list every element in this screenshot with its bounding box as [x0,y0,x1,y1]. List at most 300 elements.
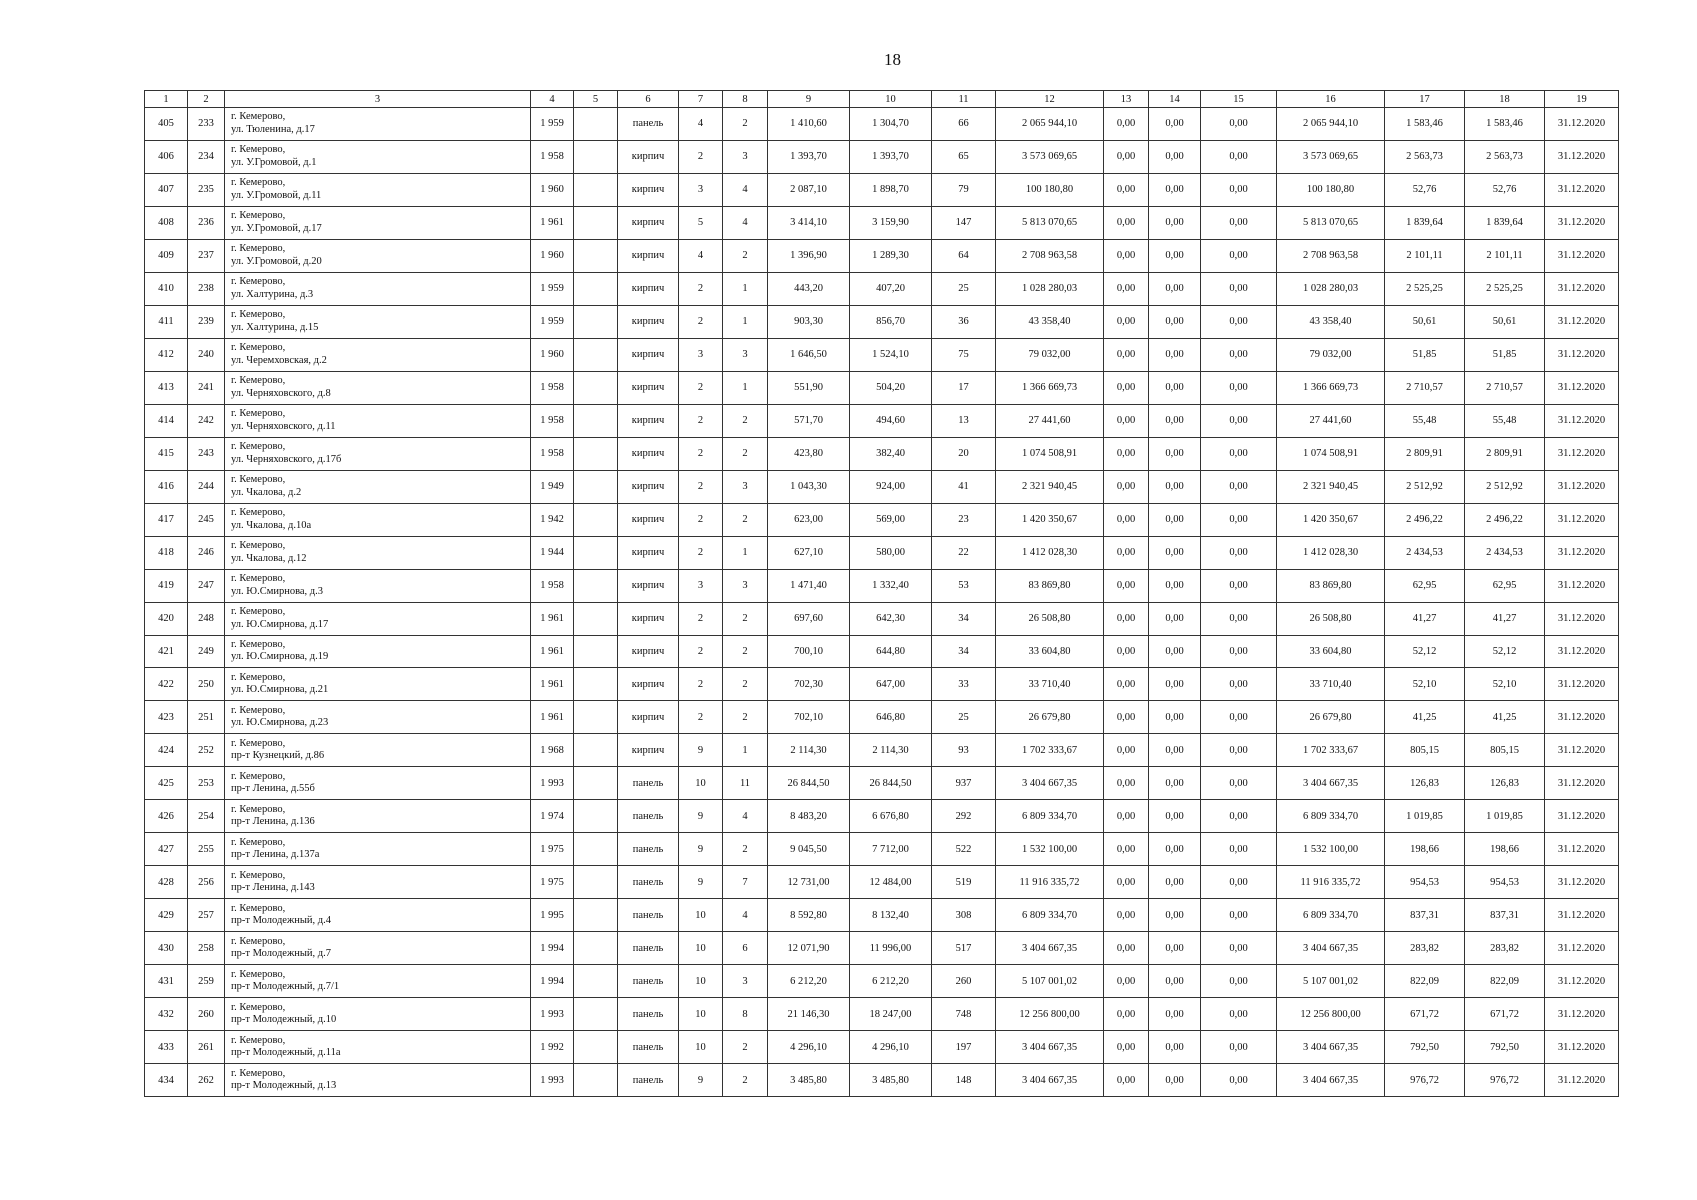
row-number-cell: 433 [145,1031,188,1064]
table-cell: 0,00 [1149,767,1201,800]
table-cell: 34 [932,635,996,668]
table-cell: 954,53 [1385,866,1465,899]
object-number-cell: 242 [188,404,225,437]
table-cell: 0,00 [1201,767,1277,800]
table-cell: 0,00 [1201,701,1277,734]
address-street: пр-т Ленина, д.137а [231,849,320,861]
table-cell: 31.12.2020 [1545,437,1619,470]
table-cell: 51,85 [1465,338,1545,371]
address-street: ул. Черняховского, д.17б [231,453,342,465]
table-cell: кирпич [618,206,679,239]
table-cell: панель [618,767,679,800]
table-cell: 12 256 800,00 [1277,998,1385,1031]
table-cell: 0,00 [1104,140,1149,173]
table-cell: кирпич [618,239,679,272]
table-row [145,800,1619,833]
table-cell: 423,80 [768,437,850,470]
table-row [145,1064,1619,1097]
table-cell: 700,10 [768,635,850,668]
table-cell: 6 212,20 [850,965,932,998]
table-cell: 0,00 [1149,272,1201,305]
table-cell: 1 393,70 [768,140,850,173]
table-cell: 0,00 [1104,866,1149,899]
table-cell: 100 180,80 [996,173,1104,206]
table-cell: 1 702 333,67 [996,734,1104,767]
table-cell: 198,66 [1465,833,1545,866]
table-cell [574,404,618,437]
table-cell: 3 485,80 [768,1064,850,1097]
table-cell: 0,00 [1104,1064,1149,1097]
table-cell [574,108,618,141]
table-cell: 79 [932,173,996,206]
table-cell: 1 702 333,67 [1277,734,1385,767]
table-cell: 23 [932,503,996,536]
object-number-cell: 243 [188,437,225,470]
row-number-cell: 406 [145,140,188,173]
table-cell [574,602,618,635]
table-cell: 2 [723,1064,768,1097]
table-cell: 0,00 [1104,437,1149,470]
object-number-cell: 245 [188,503,225,536]
table-cell: 2 525,25 [1465,272,1545,305]
table-cell: 9 [679,833,723,866]
table-cell: 2 065 944,10 [996,108,1104,141]
table-cell: 31.12.2020 [1545,668,1619,701]
table-cell: 1 942 [531,503,574,536]
address-cell [225,569,531,602]
address-city: г. Кемерово, [231,671,286,683]
table-cell: 1 019,85 [1465,800,1545,833]
table-cell: 0,00 [1149,668,1201,701]
table-cell: 1 412 028,30 [1277,536,1385,569]
table-cell: 0,00 [1149,470,1201,503]
table-cell: 0,00 [1104,569,1149,602]
table-row [145,404,1619,437]
table-cell: 1 524,10 [850,338,932,371]
table-cell: 31.12.2020 [1545,899,1619,932]
table-cell: 1 [723,305,768,338]
table-cell: 517 [932,932,996,965]
row-number-cell: 410 [145,272,188,305]
table-cell: 8 483,20 [768,800,850,833]
table-cell: 11 916 335,72 [1277,866,1385,899]
table-cell [574,965,618,998]
table-cell: 1 898,70 [850,173,932,206]
table-cell: 9 [679,734,723,767]
address-city: г. Кемерово, [231,177,286,189]
table-cell: 0,00 [1201,635,1277,668]
address-cell [225,338,531,371]
table-cell: 10 [679,767,723,800]
table-cell: 5 107 001,02 [996,965,1104,998]
table-cell [574,833,618,866]
table-cell: 1 993 [531,767,574,800]
table-cell: 1 332,40 [850,569,932,602]
table-cell: 83 869,80 [996,569,1104,602]
table-cell: 4 296,10 [768,1031,850,1064]
table-cell: 0,00 [1104,108,1149,141]
table-cell: 1 [723,734,768,767]
table-cell: 0,00 [1201,998,1277,1031]
table-cell: кирпич [618,272,679,305]
table-cell: 100 180,80 [1277,173,1385,206]
table-cell: панель [618,899,679,932]
column-number-row [145,91,1619,108]
table-cell: 1 960 [531,239,574,272]
table-cell: 33 604,80 [1277,635,1385,668]
table-cell: 43 358,40 [1277,305,1385,338]
table-cell: 52,76 [1465,173,1545,206]
address-street: ул. Ю.Смирнова, д.19 [231,651,329,663]
row-number-cell: 408 [145,206,188,239]
column-number-cell: 4 [531,91,574,108]
table-cell: 2 321 940,45 [1277,470,1385,503]
table-cell: панель [618,932,679,965]
table-cell: 64 [932,239,996,272]
table-cell: 2 [679,272,723,305]
row-number-cell: 405 [145,108,188,141]
table-cell: 21 146,30 [768,998,850,1031]
table-cell: 8 592,80 [768,899,850,932]
table-cell [574,899,618,932]
table-cell: 4 [679,108,723,141]
table-cell: 0,00 [1149,338,1201,371]
table-row [145,206,1619,239]
table-cell: 1 949 [531,470,574,503]
address-city: г. Кемерово, [231,276,286,288]
table-cell: 83 869,80 [1277,569,1385,602]
table-cell: 2 710,57 [1465,371,1545,404]
table-cell: панель [618,1031,679,1064]
row-number-cell: 428 [145,866,188,899]
table-row [145,305,1619,338]
table-cell [574,932,618,965]
table-cell: 3 573 069,65 [996,140,1104,173]
table-cell: 33 604,80 [996,635,1104,668]
table-cell: 31.12.2020 [1545,371,1619,404]
table-cell: 954,53 [1465,866,1545,899]
table-cell: 0,00 [1104,800,1149,833]
table-cell: 25 [932,272,996,305]
object-number-cell: 244 [188,470,225,503]
table-cell: 55,48 [1465,404,1545,437]
table-cell: 2 434,53 [1385,536,1465,569]
object-number-cell: 241 [188,371,225,404]
table-cell: 0,00 [1104,305,1149,338]
table-cell: 5 813 070,65 [1277,206,1385,239]
row-number-cell: 432 [145,998,188,1031]
table-cell: 0,00 [1104,767,1149,800]
table-row [145,965,1619,998]
table-cell: 2 [723,239,768,272]
row-number-cell: 409 [145,239,188,272]
table-cell [574,569,618,602]
table-cell: 0,00 [1201,108,1277,141]
address-cell [225,668,531,701]
table-cell: 792,50 [1385,1031,1465,1064]
table-cell: кирпич [618,470,679,503]
table-cell: 31.12.2020 [1545,998,1619,1031]
table-cell: кирпич [618,602,679,635]
table-cell: 0,00 [1104,701,1149,734]
table-cell: 1 583,46 [1385,108,1465,141]
address-street: ул. Черняховского, д.11 [231,420,336,432]
table-cell: 52,10 [1385,668,1465,701]
table-cell: 31.12.2020 [1545,1031,1619,1064]
table-cell: 41 [932,470,996,503]
table-cell: 43 358,40 [996,305,1104,338]
table-cell: 6 809 334,70 [1277,899,1385,932]
column-number-cell: 2 [188,91,225,108]
table-cell: 7 [723,866,768,899]
address-city: г. Кемерово, [231,869,286,881]
table-cell: 11 916 335,72 [996,866,1104,899]
table-cell: 52,10 [1465,668,1545,701]
table-cell: 1 839,64 [1465,206,1545,239]
address-cell [225,272,531,305]
table-cell: 792,50 [1465,1031,1545,1064]
table-cell: 0,00 [1149,108,1201,141]
table-cell [574,734,618,767]
table-cell: 2 563,73 [1465,140,1545,173]
table-cell: 126,83 [1385,767,1465,800]
object-number-cell: 257 [188,899,225,932]
table-cell [574,272,618,305]
object-number-cell: 251 [188,701,225,734]
object-number-cell: 247 [188,569,225,602]
table-cell: 0,00 [1149,635,1201,668]
table-cell: 31.12.2020 [1545,140,1619,173]
table-cell: 0,00 [1201,866,1277,899]
table-cell: 4 296,10 [850,1031,932,1064]
table-cell: 1 304,70 [850,108,932,141]
table-cell: 9 [679,1064,723,1097]
table-cell: 2 [679,602,723,635]
table-cell: 1 992 [531,1031,574,1064]
table-cell: 126,83 [1465,767,1545,800]
table-cell: 822,09 [1465,965,1545,998]
table-cell: панель [618,998,679,1031]
table-cell: 31.12.2020 [1545,338,1619,371]
table-cell: 1 646,50 [768,338,850,371]
table-cell: 0,00 [1149,602,1201,635]
table-row [145,668,1619,701]
table-cell [574,437,618,470]
row-number-cell: 429 [145,899,188,932]
table-cell: 52,12 [1385,635,1465,668]
address-street: ул. Ю.Смирнова, д.17 [231,618,329,630]
table-cell: 0,00 [1201,1064,1277,1097]
table-body [145,91,1619,1097]
row-number-cell: 415 [145,437,188,470]
table-cell: 3 404 667,35 [996,767,1104,800]
table-cell: 0,00 [1104,173,1149,206]
table-cell: 292 [932,800,996,833]
address-street: ул. Черемховская, д.2 [231,354,327,366]
table-cell: 5 [679,206,723,239]
address-cell [225,140,531,173]
table-cell: 1 958 [531,371,574,404]
address-cell [225,437,531,470]
table-cell: 2 [679,470,723,503]
address-city: г. Кемерово, [231,309,286,321]
table-cell: 31.12.2020 [1545,602,1619,635]
table-cell: 50,61 [1385,305,1465,338]
table-cell: 0,00 [1149,437,1201,470]
row-number-cell: 420 [145,602,188,635]
table-cell: 26 679,80 [996,701,1104,734]
table-cell: 31.12.2020 [1545,734,1619,767]
table-cell: 7 712,00 [850,833,932,866]
table-cell: 0,00 [1149,404,1201,437]
row-number-cell: 407 [145,173,188,206]
table-cell: 0,00 [1149,173,1201,206]
table-cell [574,800,618,833]
table-cell: 837,31 [1465,899,1545,932]
object-number-cell: 261 [188,1031,225,1064]
table-cell: 0,00 [1104,536,1149,569]
table-cell: 79 032,00 [996,338,1104,371]
address-city: г. Кемерово, [231,342,286,354]
table-cell: 25 [932,701,996,734]
column-number-cell: 3 [225,91,531,108]
table-cell: 52,12 [1465,635,1545,668]
address-city: г. Кемерово, [231,441,286,453]
table-cell: 2 065 944,10 [1277,108,1385,141]
table-cell: 1 959 [531,305,574,338]
table-cell: 3 [723,470,768,503]
table-cell: 26 844,50 [850,767,932,800]
table-cell: 17 [932,371,996,404]
table-cell: 1 993 [531,1064,574,1097]
table-cell: 41,27 [1385,602,1465,635]
table-cell: 31.12.2020 [1545,239,1619,272]
table-cell: 31.12.2020 [1545,932,1619,965]
table-cell: 0,00 [1149,206,1201,239]
table-row [145,437,1619,470]
table-cell: 10 [679,965,723,998]
address-street: пр-т Молодежный, д.7 [231,948,331,960]
table-cell: 1 959 [531,108,574,141]
table-cell: 2 525,25 [1385,272,1465,305]
table-cell: 2 496,22 [1465,503,1545,536]
table-row [145,272,1619,305]
table-cell: 805,15 [1385,734,1465,767]
table-cell: 0,00 [1201,668,1277,701]
table-cell: 976,72 [1465,1064,1545,1097]
address-street: пр-т Ленина, д.143 [231,882,315,894]
table-cell: 504,20 [850,371,932,404]
table-cell: 2 710,57 [1385,371,1465,404]
row-number-cell: 418 [145,536,188,569]
table-cell: 0,00 [1201,536,1277,569]
address-city: г. Кемерово, [231,111,286,123]
table-cell: 1 366 669,73 [996,371,1104,404]
address-city: г. Кемерово, [231,704,286,716]
table-cell: 148 [932,1064,996,1097]
address-street: ул. Халтурина, д.15 [231,321,319,333]
table-row [145,338,1619,371]
address-cell [225,635,531,668]
table-cell: 1 420 350,67 [996,503,1104,536]
table-cell: 2 [679,437,723,470]
address-street: ул. Ю.Смирнова, д.23 [231,717,329,729]
table-cell: 31.12.2020 [1545,206,1619,239]
table-cell: 2 512,92 [1465,470,1545,503]
table-cell: панель [618,1064,679,1097]
column-number-cell: 6 [618,91,679,108]
table-cell: 0,00 [1104,1031,1149,1064]
address-cell [225,470,531,503]
table-cell: 10 [679,932,723,965]
table-cell: 2 [723,701,768,734]
table-cell: 8 [723,998,768,1031]
table-cell: 443,20 [768,272,850,305]
table-cell: 0,00 [1201,899,1277,932]
table-cell: 1 028 280,03 [996,272,1104,305]
table-cell: 697,60 [768,602,850,635]
address-city: г. Кемерово, [231,638,286,650]
address-city: г. Кемерово, [231,1001,286,1013]
table-cell: 4 [723,173,768,206]
table-cell [574,206,618,239]
row-number-cell: 430 [145,932,188,965]
table-cell: 0,00 [1201,140,1277,173]
table-cell: 1 019,85 [1385,800,1465,833]
table-cell: 36 [932,305,996,338]
table-cell [574,668,618,701]
object-number-cell: 260 [188,998,225,1031]
address-street: пр-т Молодежный, д.7/1 [231,981,340,993]
object-number-cell: 252 [188,734,225,767]
table-cell: кирпич [618,173,679,206]
table-cell: 2 [723,503,768,536]
table-cell: 2 321 940,45 [996,470,1104,503]
table-cell: 26 679,80 [1277,701,1385,734]
table-cell: кирпич [618,635,679,668]
table-cell: 2 [679,668,723,701]
table-cell: 41,25 [1385,701,1465,734]
table-cell: 1 583,46 [1465,108,1545,141]
table-cell: 31.12.2020 [1545,536,1619,569]
address-street: пр-т Молодежный, д.10 [231,1014,337,1026]
table-cell: 1 958 [531,140,574,173]
table-cell: 0,00 [1201,602,1277,635]
table-cell: 283,82 [1385,932,1465,965]
table-cell: 3 [679,338,723,371]
table-cell: 1 839,64 [1385,206,1465,239]
table-cell: 0,00 [1201,569,1277,602]
address-city: г. Кемерово, [231,144,286,156]
table-cell: 0,00 [1201,734,1277,767]
table-cell: 3 404 667,35 [1277,767,1385,800]
table-cell: 1 968 [531,734,574,767]
table-cell: 50,61 [1465,305,1545,338]
table-cell: 903,30 [768,305,850,338]
table-cell: 12 731,00 [768,866,850,899]
object-number-cell: 259 [188,965,225,998]
row-number-cell: 423 [145,701,188,734]
table-cell: 0,00 [1149,1064,1201,1097]
address-cell [225,536,531,569]
table-cell: 1 410,60 [768,108,850,141]
address-street: ул. Чкалова, д.10а [231,519,312,531]
row-number-cell: 425 [145,767,188,800]
address-street: ул. Чкалова, д.12 [231,552,307,564]
address-city: г. Кемерово, [231,1034,286,1046]
table-cell: 3 [723,140,768,173]
table-cell: 2 809,91 [1465,437,1545,470]
